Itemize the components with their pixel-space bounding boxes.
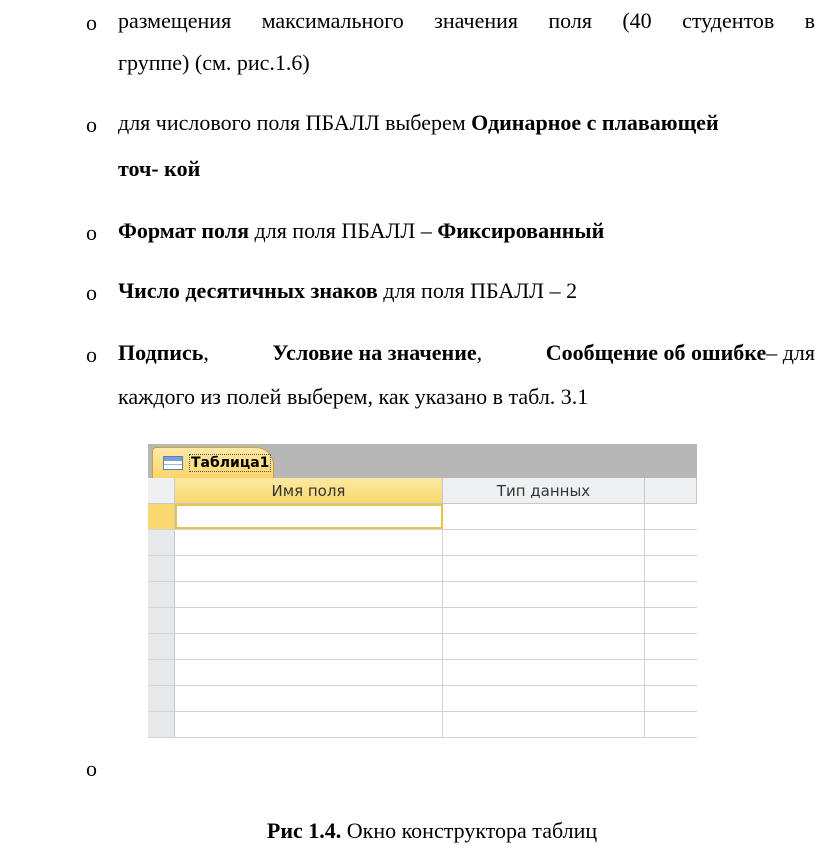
word: студентов	[682, 8, 775, 33]
bold-text: точ- кой	[118, 156, 201, 181]
bullet-1-line-1	[118, 8, 815, 34]
bold-text: Число десятичных знаков	[118, 278, 378, 303]
table-row[interactable]	[148, 556, 697, 582]
table-row[interactable]	[148, 712, 697, 738]
text: для поля ПБАЛЛ –	[249, 218, 438, 243]
field-name-cell[interactable]	[175, 608, 443, 633]
data-type-cell[interactable]	[443, 686, 645, 711]
row-selector[interactable]	[148, 660, 175, 685]
bullet-3-line	[118, 218, 604, 244]
data-type-cell[interactable]	[443, 530, 645, 555]
data-type-cell[interactable]	[443, 634, 645, 659]
caption-text: Окно конструктора таблиц	[341, 818, 598, 843]
text: – для	[766, 340, 815, 365]
field-name-cell[interactable]	[175, 712, 443, 737]
bullet-marker: o	[86, 756, 97, 781]
bold-text: Одинарное с плавающей	[471, 110, 719, 135]
text-group	[272, 340, 482, 366]
field-name-cell[interactable]	[175, 504, 443, 529]
data-type-cell[interactable]	[443, 582, 645, 607]
column-header-data-type[interactable]: Тип данных	[443, 478, 645, 504]
row-selector[interactable]	[148, 712, 175, 737]
bullet-5-line-1	[118, 340, 815, 366]
tab-label: Таблица1	[191, 455, 270, 471]
bullet-2-line-2	[118, 156, 200, 182]
bullet-marker: o	[86, 220, 97, 245]
data-type-cell[interactable]	[443, 504, 645, 529]
bold-text: Формат поля	[118, 218, 250, 243]
data-type-cell[interactable]	[443, 660, 645, 685]
tab-table1[interactable]	[152, 447, 274, 478]
bullet-5-line-2: каждого из полей выберем, как указано в табл. 3.1	[118, 384, 589, 409]
data-type-cell[interactable]	[443, 556, 645, 581]
word: (40	[622, 8, 652, 33]
table-designer-screenshot	[148, 444, 697, 750]
row-selector[interactable]	[148, 686, 175, 711]
data-type-cell[interactable]	[443, 608, 645, 633]
table-row[interactable]	[148, 504, 697, 530]
bullet-2-line-1	[118, 110, 719, 136]
word: значения	[434, 8, 519, 33]
bullet-marker: o	[86, 10, 97, 35]
table-icon	[163, 456, 183, 470]
text: для поля ПБАЛЛ – 2	[377, 278, 578, 303]
field-name-cell[interactable]	[175, 582, 443, 607]
row-selector[interactable]	[148, 634, 175, 659]
row-selector[interactable]	[148, 504, 175, 529]
row-selector[interactable]	[148, 530, 175, 555]
bold-text: Условие на значение	[272, 340, 477, 365]
row-selector[interactable]	[148, 556, 175, 581]
field-name-cell[interactable]	[175, 634, 443, 659]
row-selector[interactable]	[148, 582, 175, 607]
figure-caption	[0, 818, 816, 844]
field-name-cell[interactable]	[175, 530, 443, 555]
column-header-field-name[interactable]: Имя поля	[175, 478, 443, 504]
field-name-cell[interactable]	[175, 556, 443, 581]
text: для числового поля ПБАЛЛ выберем	[118, 110, 472, 135]
word: в	[804, 8, 815, 33]
table-row[interactable]	[148, 634, 697, 660]
column-header-description[interactable]	[645, 478, 697, 504]
field-name-cell[interactable]	[175, 686, 443, 711]
bold-text: Сообщение об ошибке	[545, 340, 767, 365]
bullet-4-line	[118, 278, 577, 304]
caption-label: Рис 1.4.	[266, 818, 342, 843]
text: ,	[203, 340, 209, 365]
bullet-marker: o	[86, 280, 97, 305]
select-all-corner[interactable]	[148, 478, 175, 504]
document-tab-bar	[148, 444, 697, 478]
text-group	[546, 340, 815, 366]
table-row[interactable]	[148, 530, 697, 556]
word: поля	[548, 8, 592, 33]
bold-text: Подпись	[118, 340, 204, 365]
word: размещения	[118, 8, 232, 33]
table-row[interactable]	[148, 686, 697, 712]
bullet-marker: o	[86, 342, 97, 367]
bold-text: Фиксированный	[437, 218, 605, 243]
word: максимального	[261, 8, 404, 33]
table-row[interactable]	[148, 608, 697, 634]
bullet-marker: o	[86, 112, 97, 137]
data-type-cell[interactable]	[443, 712, 645, 737]
text-group	[118, 340, 209, 366]
row-selector[interactable]	[148, 608, 175, 633]
table-row[interactable]	[148, 582, 697, 608]
text: ,	[476, 340, 483, 365]
bullet-1-line-2: группе) (см. рис.1.6)	[118, 50, 310, 75]
table-row[interactable]	[148, 660, 697, 686]
field-name-cell[interactable]	[175, 660, 443, 685]
